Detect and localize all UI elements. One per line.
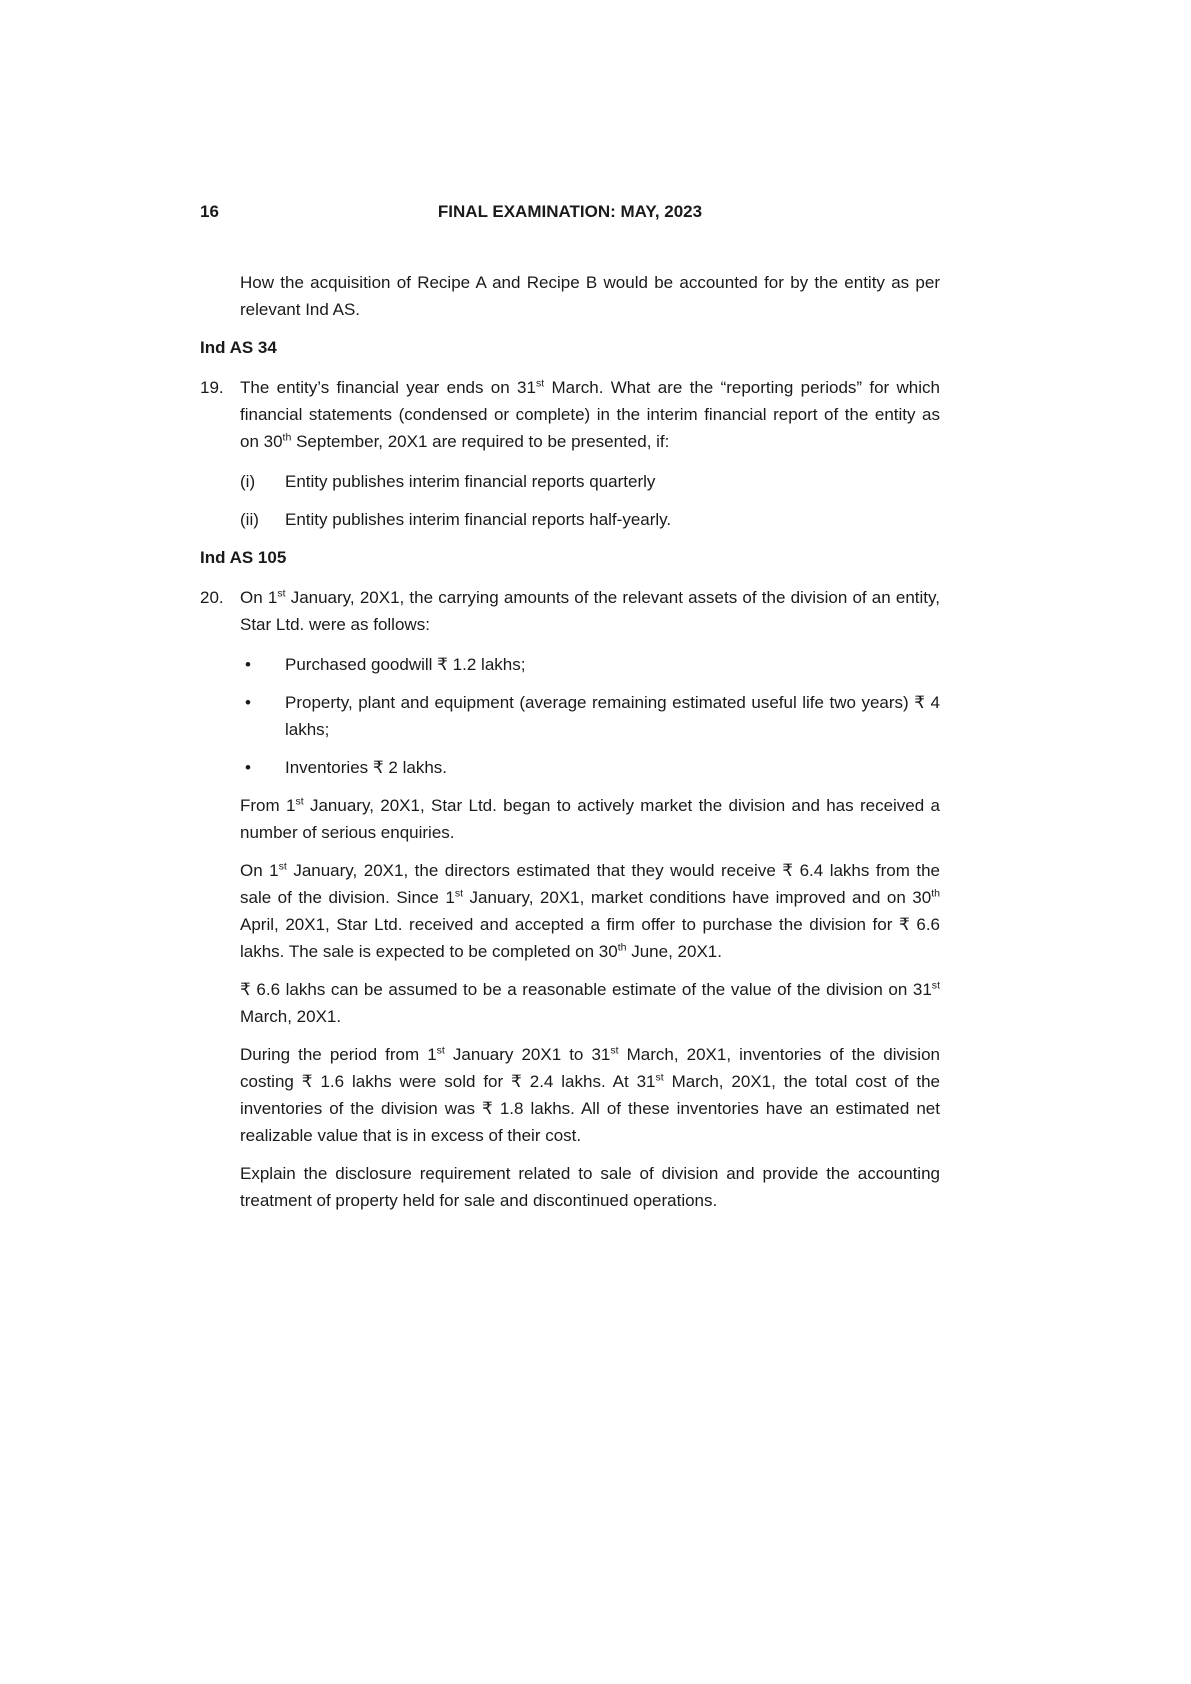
page-header xyxy=(200,198,940,225)
bullet-goodwill-text: Purchased goodwill ₹ 1.2 lakhs; xyxy=(285,655,526,674)
section-heading-ind-as-105: Ind AS 105 xyxy=(200,548,287,567)
q20-paragraph-4: During the period from 1st January 20X1 to 31st March, 20X1, inventories of the division costing ₹ 1.6 lakhs were sold for ₹ 2.4 lakhs. At 31st March, 20X1, the total cost of the inventories of the division was ₹ 1.8 lakhs. All of these inventories have an estimated net realizable value that is in excess of their cost. xyxy=(240,1044,941,1145)
bullet-ppe-text: Property, plant and equipment (average remaining estimated useful life two years) ₹ 4 lakhs; xyxy=(285,693,940,739)
subitem-ii-text: Entity publishes interim financial reports half-yearly. xyxy=(285,510,672,529)
subitem-ii-label: (ii) xyxy=(240,510,259,529)
question-19-subitem-i xyxy=(240,468,940,495)
section-heading-ind-as-34: Ind AS 34 xyxy=(200,338,277,357)
bullet-inventories xyxy=(245,754,940,781)
q20-paragraph-2: On 1st January, 20X1, the directors estimated that they would receive ₹ 6.4 lakhs from the sale of the division. Since 1st January, 20X1, market conditions have improved and on 30th April, 20X1, Star Ltd. received and accepted a firm offer to purchase the division for ₹ 6.6 lakhs. The sale is expected to be completed on 30th June, 20X1. xyxy=(240,860,940,961)
header-title: FINAL EXAMINATION: MAY, 2023 xyxy=(437,202,703,221)
bullet-icon: • xyxy=(245,693,251,712)
bullet-goodwill xyxy=(245,651,940,678)
question-20-text: On 1st January, 20X1, the carrying amounts of the relevant assets of the division of an entity, Star Ltd. were as follows: xyxy=(240,587,940,634)
q20-paragraph-3: ₹ 6.6 lakhs can be assumed to be a reasonable estimate of the value of the division on 31st March, 20X1. xyxy=(240,979,940,1026)
bullet-ppe xyxy=(245,689,940,743)
q20-paragraph-5: Explain the disclosure requirement related to sale of division and provide the accounting treatment of property held for sale and discontinued operations. xyxy=(240,1164,940,1210)
question-19-subitem-ii xyxy=(240,506,940,533)
question-20 xyxy=(200,584,940,638)
intro-paragraph: How the acquisition of Recipe A and Recipe B would be accounted for by the entity as per relevant Ind AS. xyxy=(240,273,940,319)
q20-paragraph-1: From 1st January, 20X1, Star Ltd. began to actively market the division and has received a number of serious enquiries. xyxy=(240,795,940,842)
subitem-i-text: Entity publishes interim financial reports quarterly xyxy=(285,472,656,491)
page-number: 16 xyxy=(200,202,219,221)
bullet-icon: • xyxy=(245,758,251,777)
question-19-text: The entity’s financial year ends on 31st March. What are the “reporting periods” for which financial statements (condensed or complete) in the interim financial report of the entity as on 30th September, 20X1 are required to be presented, if: xyxy=(240,377,940,451)
bullet-inventories-text: Inventories ₹ 2 lakhs. xyxy=(285,758,448,777)
page-content xyxy=(200,198,940,1225)
question-20-number: 20. xyxy=(200,588,224,607)
subitem-i-label: (i) xyxy=(240,472,256,491)
bullet-icon: • xyxy=(245,655,251,674)
question-19 xyxy=(200,374,940,455)
question-19-number: 19. xyxy=(200,378,224,397)
